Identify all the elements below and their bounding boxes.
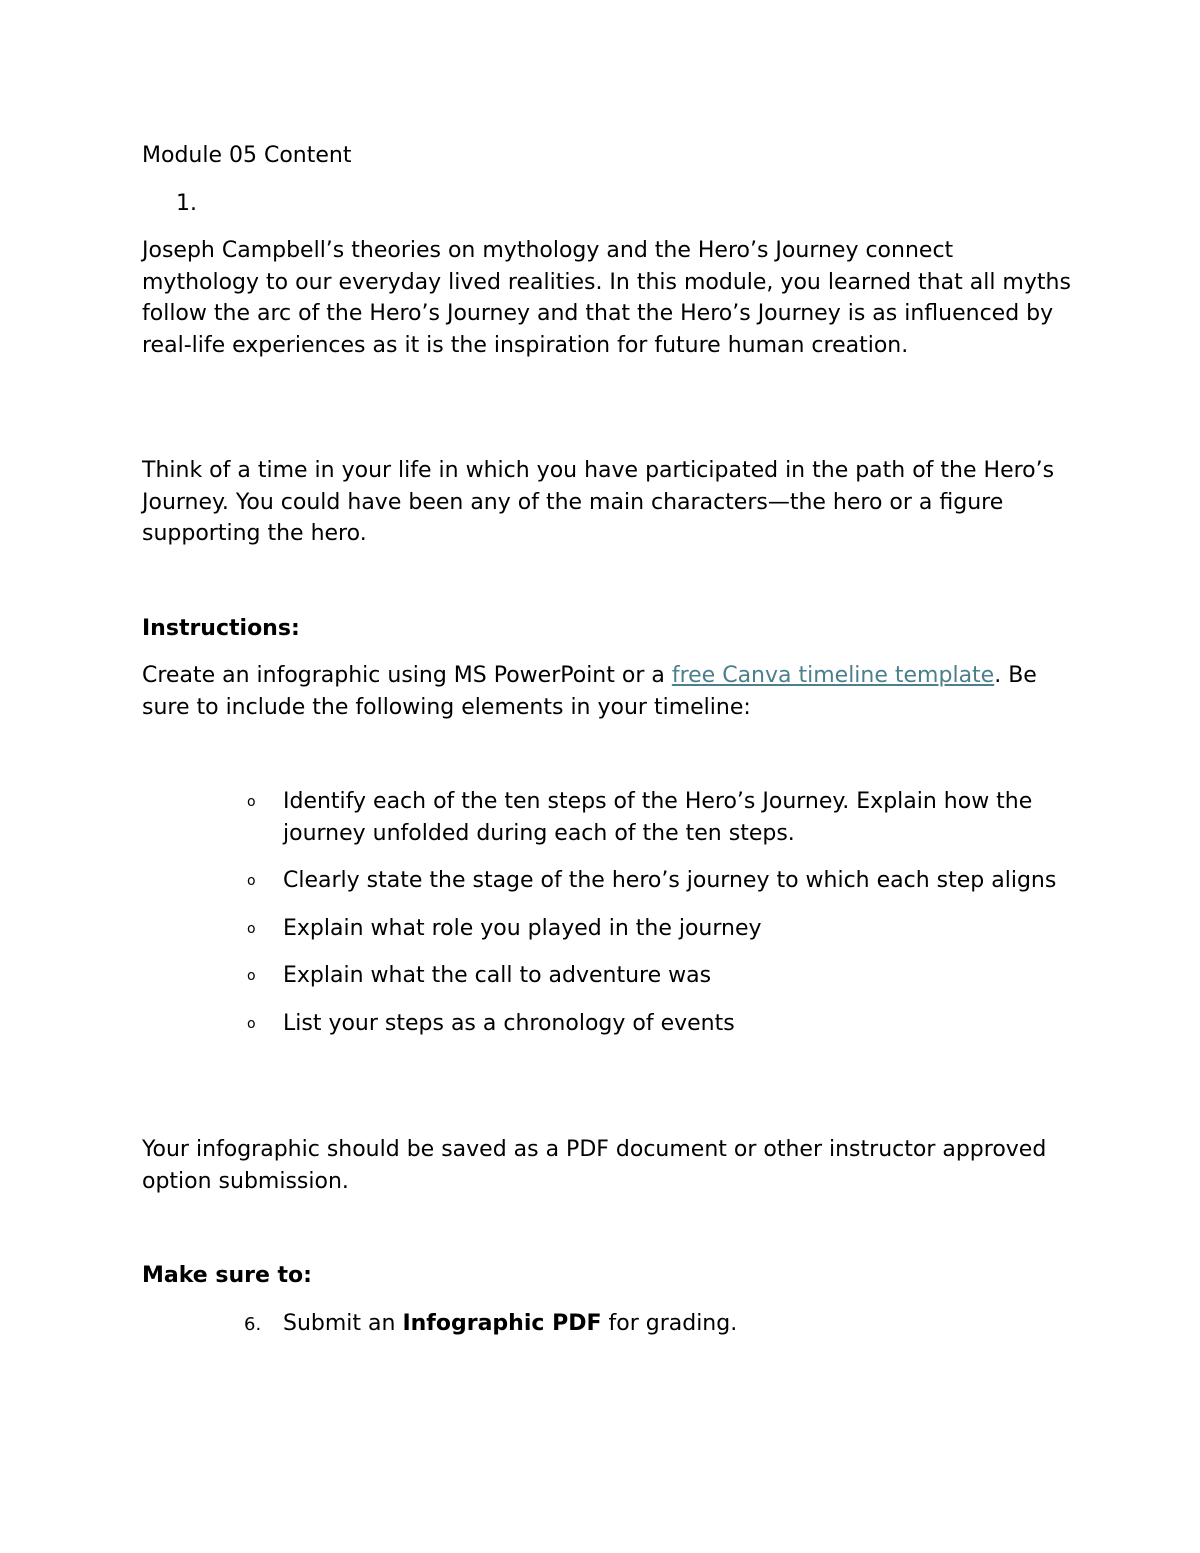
instructions-paragraph [142, 660, 1072, 723]
prompt-paragraph: Think of a time in your life in which you have participated in the path of the Hero’s Journey. You could have been any of the main characters—the hero or a figure supporting the hero. [142, 458, 1055, 546]
list-item-text: Clearly state the stage of the hero’s journey to which each step aligns [283, 868, 1057, 893]
canva-template-link[interactable]: free Canva timeline template [671, 663, 995, 688]
list-item [244, 865, 1074, 897]
bullet-marker: o [247, 1015, 256, 1032]
list-item-text: List your steps as a chronology of events [283, 1010, 735, 1036]
final-item-bold: Infographic PDF [402, 1311, 602, 1336]
list-item-text: Explain what the call to adventure was [283, 963, 712, 988]
requirements-list [244, 786, 1074, 1055]
final-item-text-end: for grading. [601, 1311, 738, 1336]
bullet-marker: o [247, 794, 256, 810]
make-sure-heading: Make sure to: [142, 1263, 312, 1288]
instructions-text: Create an infographic using MS PowerPoint or a [142, 663, 672, 688]
list-item-text: Explain what role you played in the journey [283, 915, 762, 941]
instructions-heading: Instructions: [142, 616, 300, 641]
bullet-marker: o [247, 920, 256, 937]
list-item [244, 913, 1074, 945]
bullet-marker: o [247, 968, 256, 984]
final-list-item [244, 1308, 1074, 1341]
final-item-text: Submit an [283, 1311, 403, 1336]
bullet-marker: o [247, 873, 256, 889]
list-item-text: Identify each of the ten steps of the Hero’s Journey. Explain how the journey unfolded during each of the ten steps. [283, 789, 1033, 846]
list-number: 1. [176, 191, 197, 216]
instructions-text-end: . Be sure to include the following elements in your timeline: [142, 663, 1037, 720]
intro-paragraph: Joseph Campbell’s theories on mythology and the Hero’s Journey connect mythology to our everyday lived realities. In this module, you learned that all myths follow the arc of the Hero’s Journey and that the Hero’s Journey is as influenced by real-life experiences as it is the inspiration for future human creation. [142, 238, 1071, 358]
list-number: 6. [244, 1314, 262, 1335]
list-item [244, 960, 1074, 992]
list-item [244, 1008, 1074, 1040]
list-item [244, 786, 1074, 849]
page-title: Module 05 Content [142, 143, 352, 168]
submission-paragraph: Your infographic should be saved as a PDF document or other instructor approved option submission. [142, 1137, 1047, 1194]
